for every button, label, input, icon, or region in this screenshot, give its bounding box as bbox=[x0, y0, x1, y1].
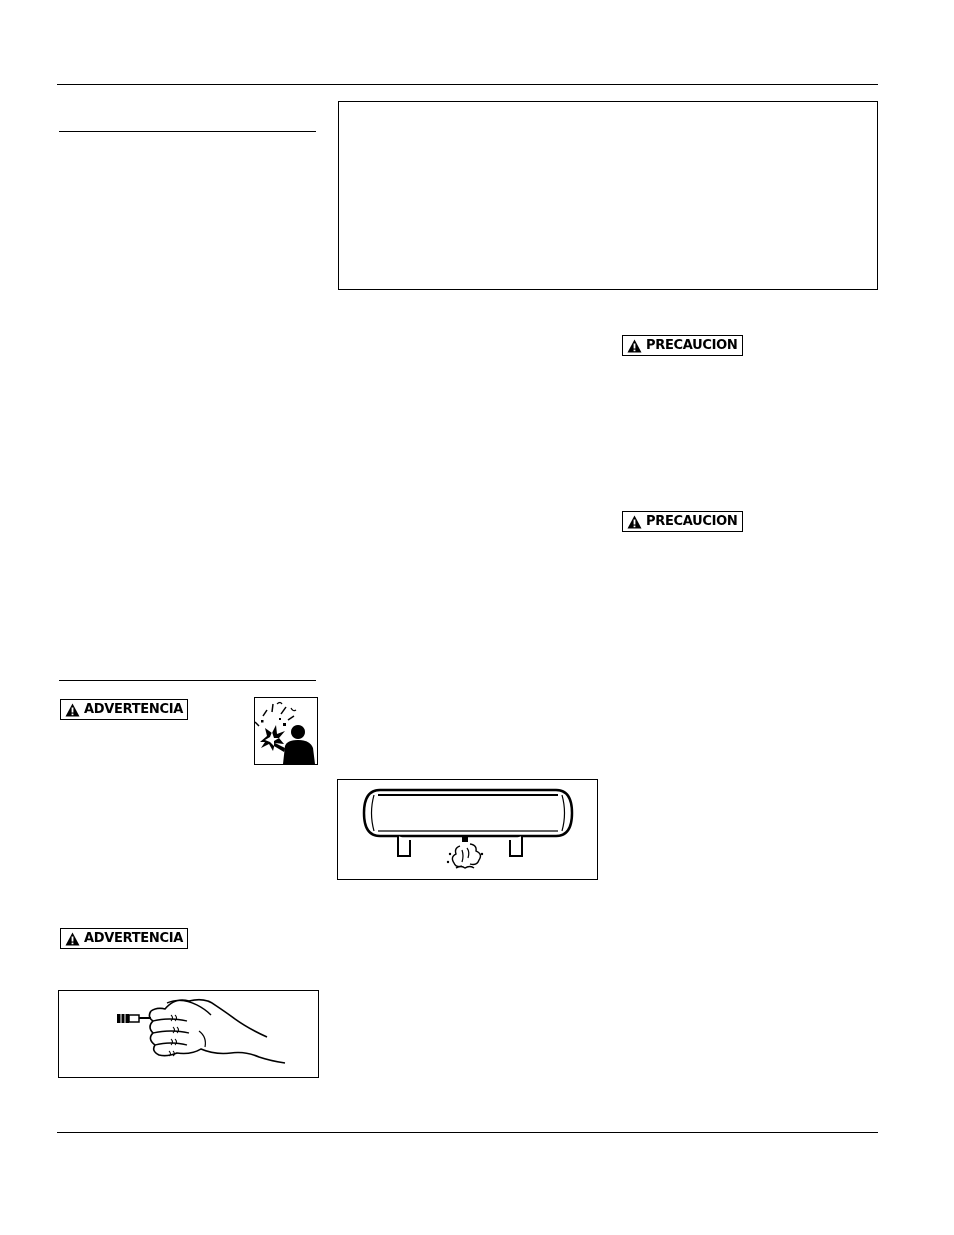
air-tank-drain-illustration bbox=[338, 780, 597, 879]
warning-label-text: ADVERTENCIA bbox=[84, 931, 183, 946]
left-section-rule-middle bbox=[59, 680, 316, 681]
tank-illustration-box bbox=[337, 779, 598, 880]
caution-label-2 bbox=[622, 511, 743, 532]
explosion-hazard-pictogram bbox=[254, 697, 318, 765]
warning-triangle-icon bbox=[627, 339, 642, 353]
hand-illustration-box bbox=[58, 990, 319, 1078]
header-rule bbox=[57, 84, 878, 85]
warning-triangle-icon bbox=[627, 515, 642, 529]
warning-triangle-icon bbox=[65, 932, 80, 946]
bursting-tank-hazard-icon bbox=[255, 698, 317, 764]
footer-rule bbox=[57, 1132, 878, 1133]
warning-label-1 bbox=[60, 699, 188, 720]
left-section-rule-top bbox=[59, 131, 316, 132]
caution-label-text: PRECAUCION bbox=[646, 514, 738, 529]
caution-label-1 bbox=[622, 335, 743, 356]
warning-label-text: ADVERTENCIA bbox=[84, 702, 183, 717]
notice-box bbox=[338, 101, 878, 290]
warning-label-2 bbox=[60, 928, 188, 949]
warning-triangle-icon bbox=[65, 703, 80, 717]
caution-label-text: PRECAUCION bbox=[646, 338, 738, 353]
hand-holding-nozzle-illustration bbox=[59, 991, 318, 1077]
